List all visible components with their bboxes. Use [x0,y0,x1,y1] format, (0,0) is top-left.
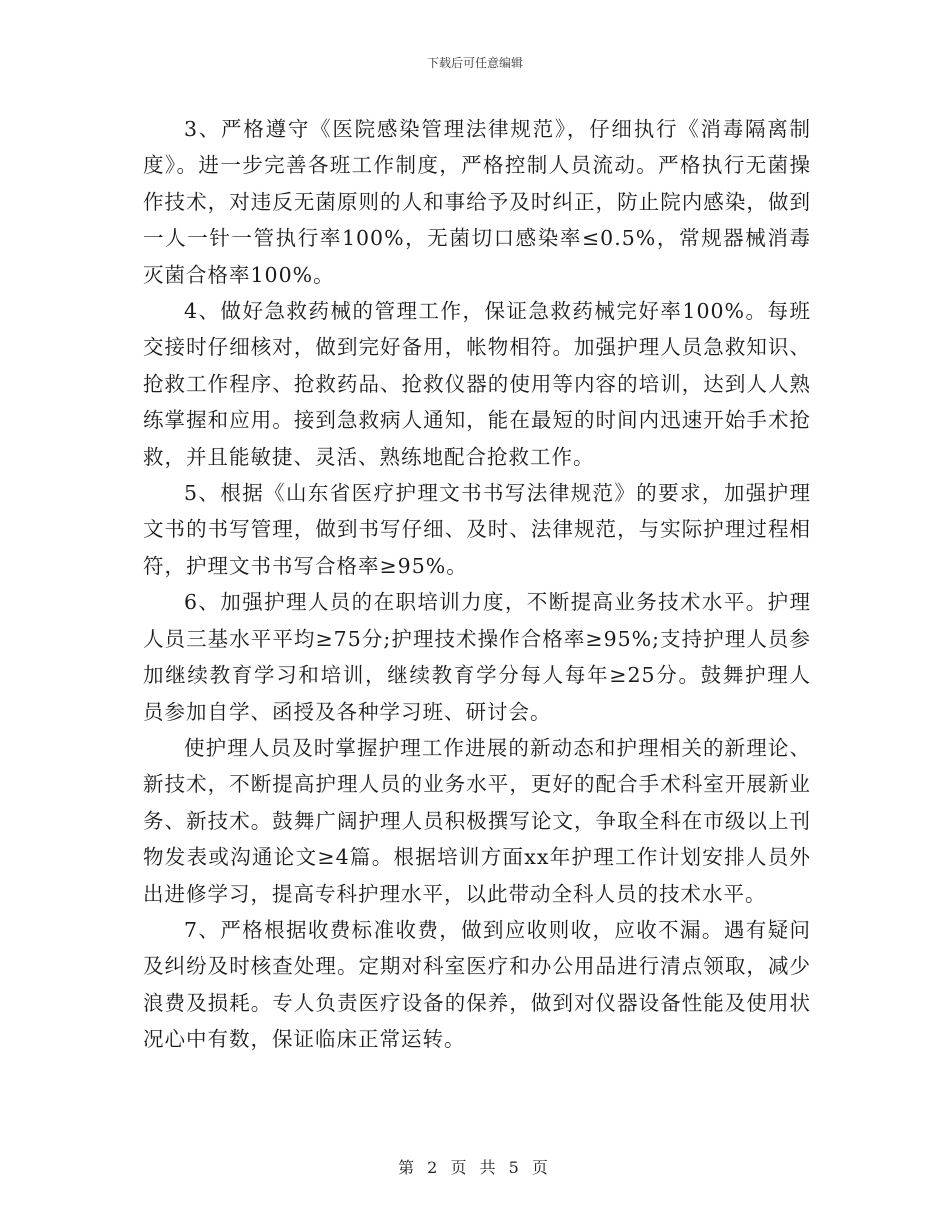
paragraph-item-3: 3、严格遵守《医院感染管理法律规范》，仔细执行《消毒隔离制度》。进一步完善各班工作制度，严格控制人员流动。严格执行无菌操作技术，对违反无菌原则的人和事给予及时纠正，防止院内感染，做到一人一针一管执行率100%，无菌切口感染率≤0.5%，常规器械消毒灭菌合格率100%。 [143,117,811,287]
paragraph-item-6: 6、加强护理人员的在职培训力度，不断提高业务技术水平。护理人员三基水平平均≥75分;护理技术操作合格率≥95%;支持护理人员参加继续教育学习和培训，继续教育学分每人每年≥25分。鼓舞护理人员参加自学、函授及各种学习班、研讨会。 [143,590,811,724]
page-indicator: 第 2 页 共 5 页 [398,1158,552,1177]
paragraph-training-continued: 使护理人员及时掌握护理工作进展的新动态和护理相关的新理论、新技术，不断提高护理人员的业务水平，更好的配合手术科室开展新业务、新技术。鼓舞广阔护理人员积极撰写论文，争取全科在市级以上刊物发表或沟通论文≥4篇。根据培训方面xx年护理工作计划安排人员外出进修学习，提高专科护理水平，以此带动全科人员的技术水平。 [143,735,811,906]
document-body [143,111,811,1058]
paragraph-item-7: 7、严格根据收费标准收费，做到应收则收，应收不漏。遇有疑问及纠纷及时核查处理。定期对科室医疗和办公用品进行清点领取，减少浪费及损耗。专人负责医疗设备的保养，做到对仪器设备性能及使用状况心中有数，保证临床正常运转。 [143,917,811,1052]
header-note: 下载后可任意编辑 [426,56,523,70]
paragraph-item-5: 5、根据《山东省医疗护理文书书写法律规范》的要求，加强护理文书的书写管理，做到书写仔细、及时、法律规范，与实际护理过程相符，护理文书书写合格率≥95%。 [143,481,811,578]
paragraph-item-4: 4、做好急救药械的管理工作，保证急救药械完好率100%。每班交接时仔细核对，做到完好备用，帐物相符。加强护理人员急救知识、抢救工作程序、抢救药品、抢救仪器的使用等内容的培训，达到人人熟练掌握和应用。接到急救病人通知，能在最短的时间内迅速开始手术抢救，并且能敏捷、灵活、熟练地配合抢救工作。 [143,299,811,469]
